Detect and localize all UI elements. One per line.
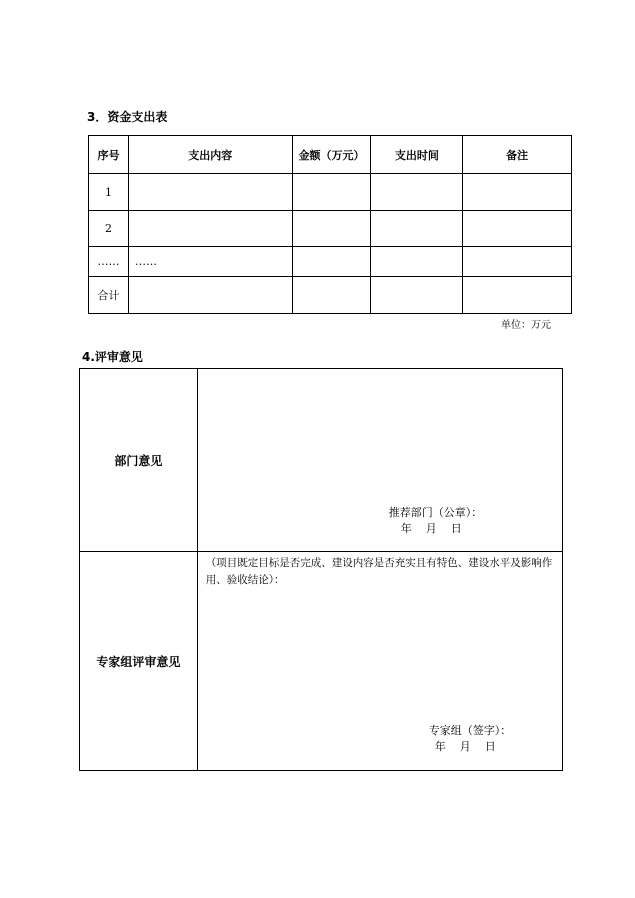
expert-instruction: （项目既定目标是否完成、建设内容是否充实且有特色、建设水平及影响作用、验收结论）：	[205, 557, 553, 586]
section4-title: 4.评审意见	[82, 350, 143, 364]
section3-title: 3．资金支出表	[87, 110, 168, 124]
table-cell	[371, 247, 463, 277]
expert-date: 年 月 日	[434, 740, 496, 753]
table-row	[89, 174, 572, 211]
unit-note: 单位：万元	[501, 320, 551, 331]
expert-opinion-cell	[197, 552, 562, 771]
table-cell: 2	[89, 211, 129, 247]
table-cell	[128, 174, 292, 211]
table-cell	[292, 211, 371, 247]
table-cell	[463, 174, 572, 211]
expert-opinion-label: 专家组评审意见	[80, 552, 198, 771]
table-cell	[292, 277, 371, 314]
header-content: 支出内容	[128, 136, 292, 174]
table-cell	[463, 277, 572, 314]
table-row-total	[89, 277, 572, 314]
table-row	[89, 247, 572, 277]
table-cell: 合计	[89, 277, 129, 314]
table-cell	[128, 277, 292, 314]
table-cell: ……	[89, 247, 129, 277]
table-cell	[371, 174, 463, 211]
dept-signature-label: 推荐部门（公章）：	[388, 506, 483, 519]
table-cell	[463, 247, 572, 277]
dept-opinion-cell	[197, 369, 562, 552]
header-time: 支出时间	[371, 136, 463, 174]
dept-date: 年 月 日	[400, 522, 462, 535]
table-cell	[463, 211, 572, 247]
table-cell	[292, 247, 371, 277]
table-header-row	[89, 136, 572, 174]
table-cell	[371, 277, 463, 314]
expense-table	[88, 135, 572, 314]
review-table	[79, 368, 563, 771]
header-amount: 金额（万元）	[292, 136, 371, 174]
dept-opinion-label: 部门意见	[80, 369, 198, 552]
table-row	[89, 211, 572, 247]
table-cell	[292, 174, 371, 211]
header-seq: 序号	[89, 136, 129, 174]
expert-signature-label: 专家组（签字）：	[428, 724, 512, 737]
header-remark: 备注	[463, 136, 572, 174]
table-cell: 1	[89, 174, 129, 211]
table-cell: ……	[128, 247, 292, 277]
review-row-expert	[80, 552, 563, 771]
table-cell	[371, 211, 463, 247]
table-cell	[128, 211, 292, 247]
review-row-dept	[80, 369, 563, 552]
